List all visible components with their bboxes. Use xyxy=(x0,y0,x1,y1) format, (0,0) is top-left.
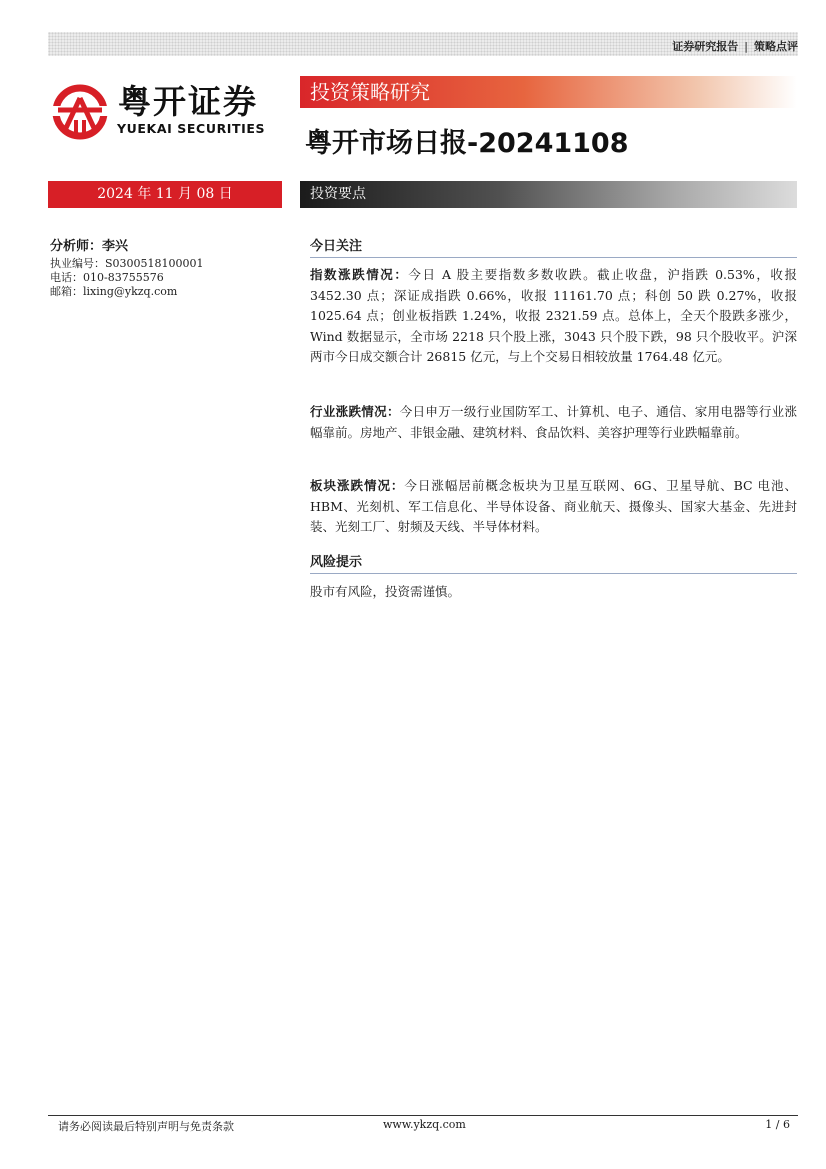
header-separator: | xyxy=(744,40,748,53)
analyst-phone: 电话：010-83755576 xyxy=(50,271,164,284)
report-category-label: 策略点评 xyxy=(754,40,798,53)
paragraph-lead: 行业涨跌情况： xyxy=(310,404,400,419)
paragraph-index-performance xyxy=(310,265,797,368)
report-title: 粤开市场日报-20241108 xyxy=(305,128,629,159)
logo-name-en: YUEKAI SECURITIES xyxy=(117,121,266,136)
header-report-type xyxy=(672,38,798,54)
report-type-label: 证券研究报告 xyxy=(672,40,739,53)
footer-disclaimer: 请务必阅读最后特别声明与免责条款 xyxy=(58,1120,234,1133)
logo-name-cn: 粤开证券 xyxy=(118,82,258,121)
category-banner-label: 投资策略研究 xyxy=(310,80,430,104)
paragraph-text: 今日涨幅居前概念板块为卫星互联网、6G、卫星导航、BC 电池、HBM、光刻机、军工信息化、半导体设备、商业航天、摄像头、国家大基金、先进封装、光刻工厂、射频及天线、半导体材料。 xyxy=(310,478,797,534)
footer-page-number: 1 / 6 xyxy=(765,1118,790,1131)
footer-divider xyxy=(48,1115,798,1116)
analyst-license: 执业编号：S0300518100001 xyxy=(50,257,204,270)
section-title-today-focus: 今日关注 xyxy=(310,235,797,258)
key-points-label: 投资要点 xyxy=(310,186,366,202)
paragraph-text: 今日申万一级行业国防军工、计算机、电子、通信、家用电器等行业涨幅靠前。房地产、非银金融、建筑材料、食品饮料、美容护理等行业跌幅靠前。 xyxy=(310,404,797,440)
report-date: 2024 年 11 月 08 日 xyxy=(48,181,282,208)
paragraph-lead: 板块涨跌情况： xyxy=(310,478,405,493)
risk-text: 股市有风险，投资需谨慎。 xyxy=(310,584,461,599)
paragraph-text: 今日 A 股主要指数多数收跌。截止收盘，沪指跌 0.53%，收报 3452.30 点；深证成指跌 0.66%，收报 11161.70 点；科创 50 跌 0.27%，收报 1025.64 点；创业板指跌 1.24%，收报 2321.59 点。总体上，全天个股跌多涨少，Wind 数据显示，全市场 2218 只个股上涨，3043 只个股下跌，98 只个股收平。沪深两市今日成交额合计 26815 亿元，与上个交易日相较放量 1764.48 亿元。 xyxy=(310,267,797,364)
analyst-email: 邮箱：lixing@ykzq.com xyxy=(50,285,178,298)
footer-website[interactable]: www.ykzq.com xyxy=(383,1118,466,1131)
analyst-name: 分析师：李兴 xyxy=(50,239,129,254)
key-points-banner xyxy=(300,181,797,208)
yuekai-logo-icon xyxy=(52,84,108,140)
paragraph-sector-performance xyxy=(310,476,797,538)
section-title-risk: 风险提示 xyxy=(310,551,797,574)
paragraph-industry-performance xyxy=(310,402,797,443)
paragraph-lead: 指数涨跌情况： xyxy=(310,267,409,282)
